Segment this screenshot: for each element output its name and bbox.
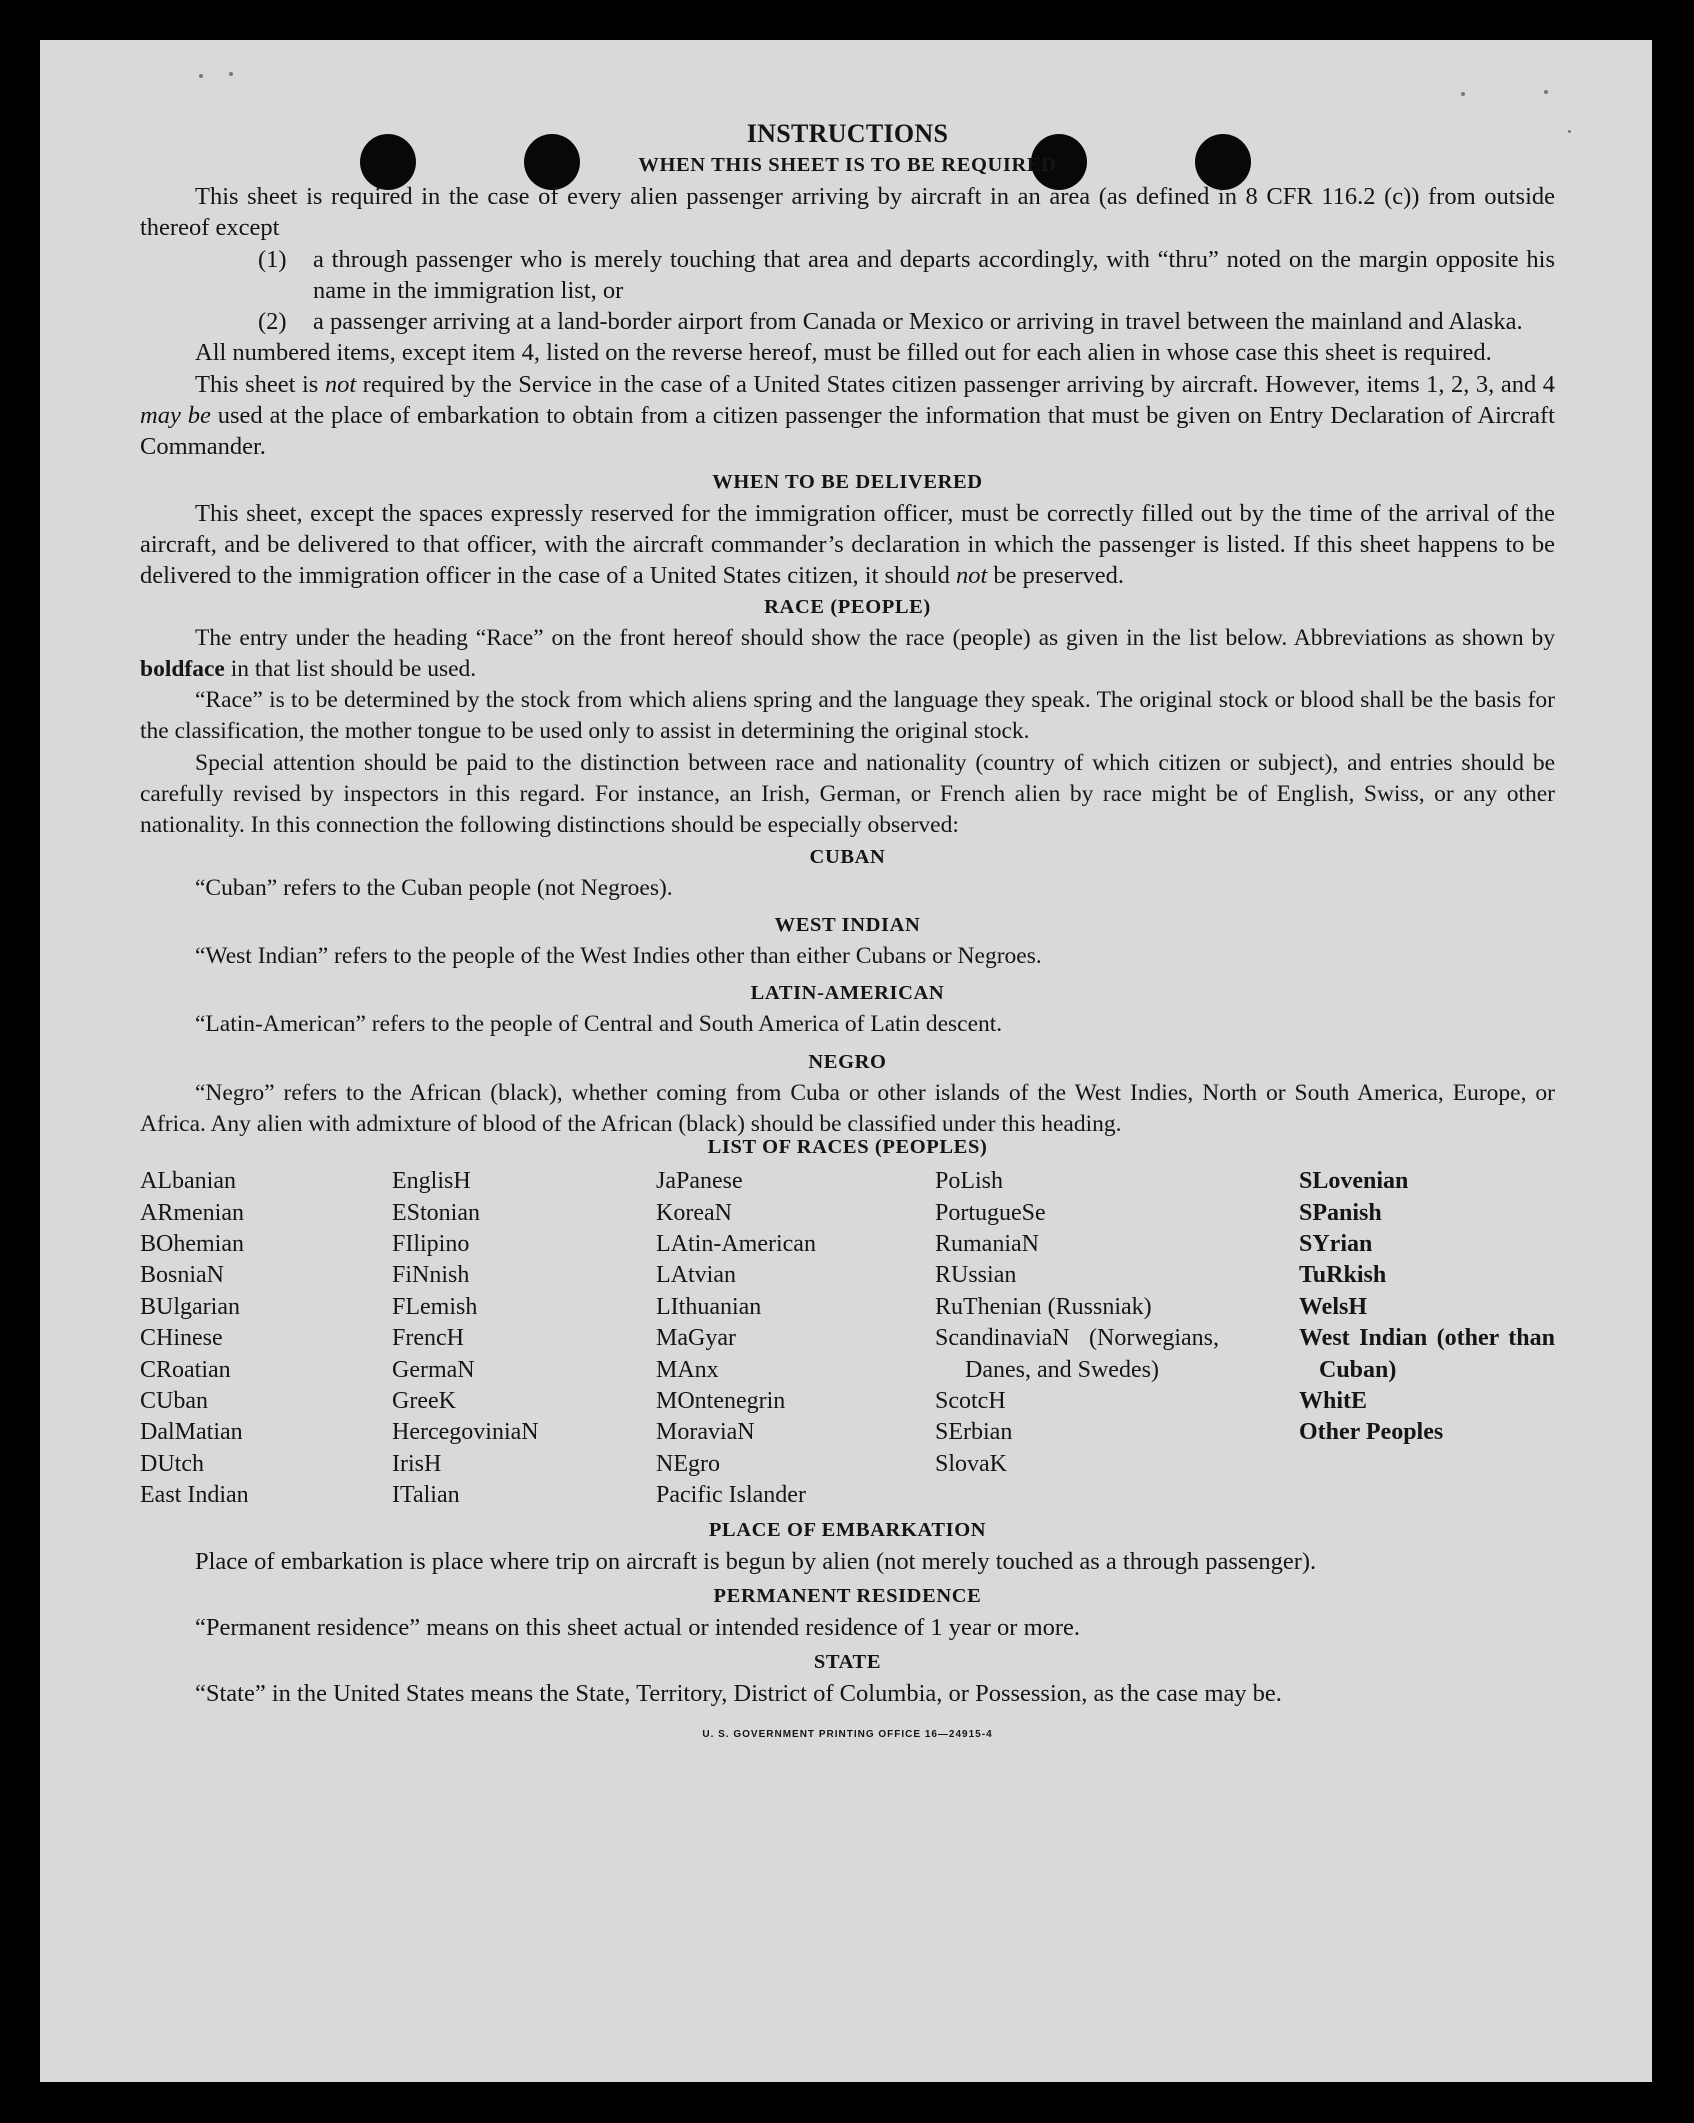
race-list (140, 1166, 1555, 1511)
race-item: RuThenian (Russniak) (935, 1293, 1152, 1320)
section-heading: LIST OF RACES (PEOPLES) (707, 1136, 988, 1159)
race-column (1299, 1166, 1555, 1511)
race-item: WhitE (1299, 1387, 1368, 1414)
race-item: ALbanian (140, 1168, 236, 1195)
section-heading: RACE (PEOPLE) (764, 595, 931, 618)
race-item: GreeK (392, 1387, 456, 1414)
race-item: MoraviaN (656, 1419, 755, 1446)
paragraph: “West Indian” refers to the people of the West Indies other than either Cubans or Negroes. (195, 942, 1042, 969)
paragraph (140, 623, 1555, 686)
page-title: INSTRUCTIONS (746, 119, 949, 148)
section-heading: CUBAN (809, 845, 886, 868)
race-column (392, 1166, 656, 1511)
text-span: required by the Service in the case of a United States citizen passenger arriving by aircraft. However, items 1, 2, 3, and 4 (356, 370, 1555, 398)
section-heading: WHEN THIS SHEET IS TO BE REQUIRED (638, 154, 1057, 176)
race-item: GermaN (392, 1356, 475, 1383)
race-column (935, 1166, 1219, 1511)
text-span: boldface (140, 655, 225, 682)
section-heading: STATE (813, 1651, 882, 1674)
race-item: CUban (140, 1387, 208, 1414)
race-item: ScandinaviaN (Norwegians, Danes, and Swedes) (935, 1325, 1219, 1383)
race-item: BUlgarian (140, 1293, 240, 1320)
race-item: West Indian (other than Cuban) (1299, 1325, 1555, 1383)
numbered-item (140, 244, 1555, 307)
race-item: RumaniaN (935, 1230, 1039, 1257)
section-heading: PERMANENT RESIDENCE (713, 1584, 982, 1607)
speck (1461, 92, 1465, 96)
race-column (140, 1166, 392, 1511)
race-item: BosniaN (140, 1262, 224, 1289)
race-item: SErbian (935, 1419, 1013, 1446)
race-item: SlovaK (935, 1450, 1007, 1477)
text-span: used at the place of embarkation to obtain from a citizen passenger the information that must be given on Entry Declaration of Aircraft Commander. (140, 402, 1555, 461)
race-item: MaGyar (656, 1325, 736, 1352)
item-number: (2) (258, 308, 287, 336)
race-item: DUtch (140, 1450, 204, 1477)
speck (199, 74, 203, 78)
paragraph: “Race” is to be determined by the stock from which aliens spring and the language they speak. The original stock or blood shall be the basis for the classification, the mother tongue to be used only to assist in determining the original stock. (140, 687, 1555, 745)
race-item: EnglisH (392, 1168, 471, 1195)
race-item: PoLish (935, 1168, 1004, 1195)
text-span: be preserved. (987, 562, 1125, 590)
race-item: EStonian (392, 1199, 480, 1226)
race-item: LAtvian (656, 1262, 736, 1289)
race-item: FiNnish (392, 1262, 470, 1289)
race-column (656, 1166, 935, 1511)
paragraph: “State” in the United States means the State, Territory, District of Columbia, or Possession, as the case may be. (195, 1680, 1282, 1708)
paragraph: Place of embarkation is place where trip on aircraft is begun by alien (not merely touched as a through passenger). (195, 1547, 1317, 1575)
item-text: a through passenger who is merely touching that area and departs accordingly, with “thru” noted on the margin opposite his name in the immigration list, or (313, 245, 1555, 304)
race-item: RUssian (935, 1262, 1017, 1289)
race-item: PortugueSe (935, 1199, 1046, 1226)
race-item: WelsH (1299, 1293, 1368, 1320)
race-item: ITalian (392, 1482, 460, 1509)
speck (1544, 90, 1548, 94)
paragraph (140, 498, 1555, 592)
printer-imprint: U. S. GOVERNMENT PRINTING OFFICE 16—24915-4 (702, 1729, 993, 1741)
race-item: TuRkish (1299, 1262, 1387, 1289)
paragraph: “Negro” refers to the African (black), whether coming from Cuba or other islands of the West Indies, North or South America, Europe, or Africa. Any alien with admixture of blood of the African (black) should be classified under this heading. (140, 1079, 1555, 1137)
race-item: LIthuanian (656, 1293, 762, 1320)
text-span: in that list should be used. (224, 655, 477, 682)
race-item: FIlipino (392, 1230, 470, 1257)
race-item: Other Peoples (1299, 1419, 1444, 1446)
section-heading: PLACE OF EMBARKATION (708, 1518, 987, 1541)
race-item: East Indian (140, 1482, 249, 1509)
section-heading: NEGRO (808, 1050, 887, 1073)
race-item: LAtin-American (656, 1230, 816, 1257)
text-span: The entry under the heading “Race” on the front hereof should show the race (people) as given in the list below. Abbreviations as shown by (195, 624, 1555, 651)
text-span: not (955, 562, 988, 590)
race-item: BOhemian (140, 1230, 244, 1257)
paragraph (140, 369, 1555, 463)
paragraph: “Latin-American” refers to the people of Central and South America of Latin descent. (195, 1011, 1003, 1038)
race-item: JaPanese (656, 1168, 743, 1195)
race-item: CRoatian (140, 1356, 231, 1383)
paragraph: This sheet is required in the case of every alien passenger arriving by aircraft in an area (as defined in 8 CFR 116.2 (c)) from outside thereof except (140, 183, 1555, 242)
text-span: This sheet, except the spaces expressly reserved for the immigration officer, must be correctly filled out by the time of the arrival of the aircraft, and be delivered to that officer, with the aircraft commander’s declaration in which the passenger is listed. If this sheet happens to be delivered to the immigration officer in the case of a United States citizen, it should (140, 499, 1555, 590)
item-text: a passenger arriving at a land-border airport from Canada or Mexico or arriving in travel between the mainland and Alaska. (313, 308, 1523, 336)
race-item: ScotcH (935, 1387, 1006, 1414)
section-heading: WEST INDIAN (774, 913, 921, 936)
paragraph: All numbered items, except item 4, listed on the reverse hereof, must be filled out for each alien in whose case this sheet is required. (195, 339, 1492, 367)
race-item: FLemish (392, 1293, 478, 1320)
race-item: ARmenian (140, 1199, 244, 1226)
speck (229, 72, 233, 76)
text-span: may be (140, 402, 211, 430)
paragraph: Special attention should be paid to the distinction between race and nationality (country of which citizen or subject), and entries should be carefully revised by inspectors in this regard. For instance, an Irish, German, or French alien by race might be of English, Swiss, or any other nationality. In this connection the following distinctions should be especially observed: (140, 749, 1555, 839)
instructions-document (140, 118, 1555, 1751)
race-item: DalMatian (140, 1419, 243, 1446)
section-heading: LATIN-AMERICAN (750, 982, 945, 1005)
paragraph: “Permanent residence” means on this sheet actual or intended residence of 1 year or more. (195, 1613, 1081, 1641)
race-item: FrencH (392, 1325, 464, 1352)
text-span: not (324, 370, 357, 398)
text-span: This sheet is (195, 370, 325, 398)
race-item: Pacific Islander (656, 1482, 806, 1509)
paragraph: “Cuban” refers to the Cuban people (not Negroes). (195, 874, 673, 901)
race-item: SLovenian (1299, 1168, 1409, 1195)
race-item: MOntenegrin (656, 1387, 786, 1414)
speck (1568, 130, 1571, 133)
section-heading: WHEN TO BE DELIVERED (712, 470, 983, 493)
race-item: IrisH (392, 1450, 442, 1477)
race-item: HercegoviniaN (392, 1419, 539, 1446)
race-item: SYrian (1299, 1230, 1373, 1257)
race-item: CHinese (140, 1325, 223, 1352)
race-item: MAnx (656, 1356, 719, 1383)
numbered-item (140, 306, 1555, 337)
race-item: KoreaN (656, 1199, 732, 1226)
item-number: (1) (258, 245, 287, 273)
race-item: SPanish (1299, 1199, 1382, 1226)
race-item: NEgro (656, 1450, 720, 1477)
